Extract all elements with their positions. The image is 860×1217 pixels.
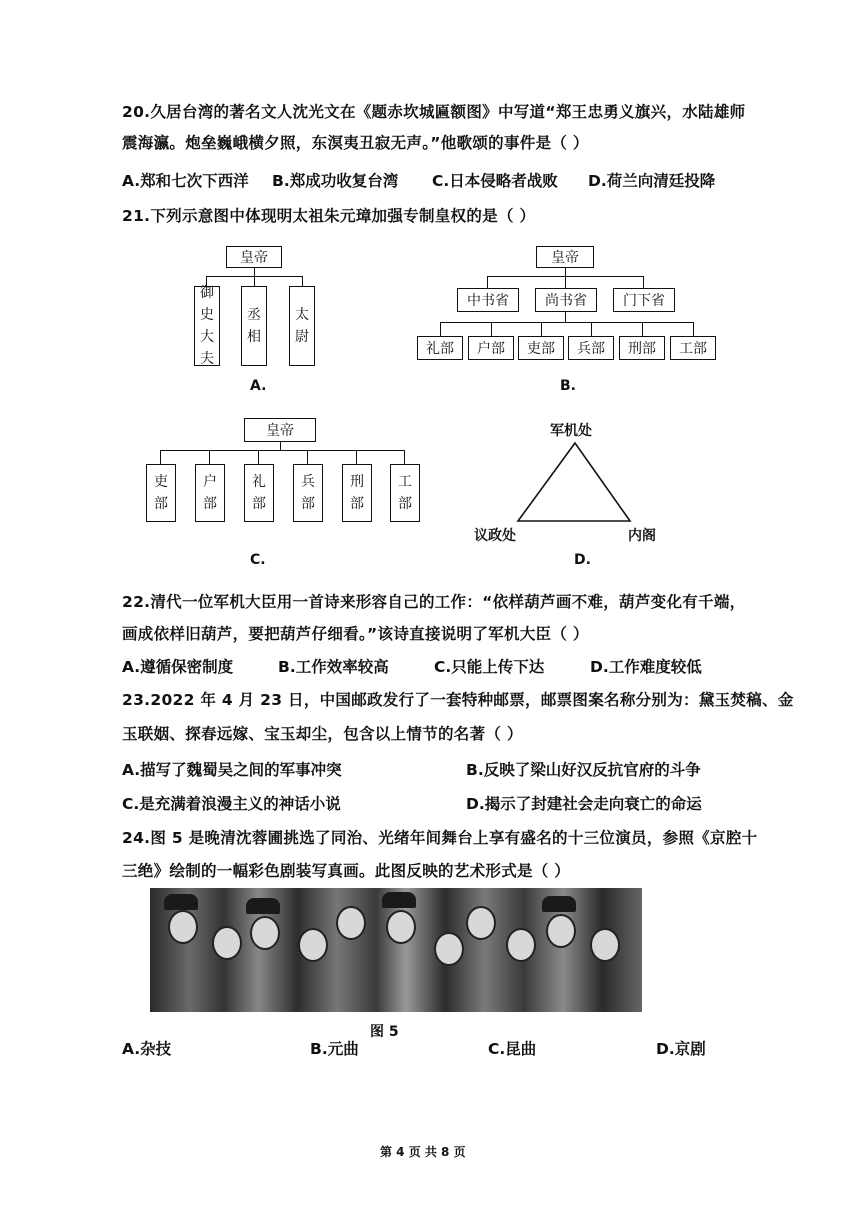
diagram-c-dept-2: 户 部 <box>195 464 225 522</box>
connector <box>280 442 281 450</box>
connector <box>693 322 694 336</box>
diagram-b-mid-3: 门下省 <box>613 288 675 312</box>
connector <box>254 268 255 276</box>
figure-hat <box>246 898 280 914</box>
figure-face <box>466 906 496 940</box>
figure-hat <box>542 896 576 912</box>
diagram-b-dept-5: 刑部 <box>619 336 665 360</box>
q23-stem-line1: 23.2022 年 4 月 23 日，中国邮政发行了一套特种邮票，邮票图案名称分别为：黛玉焚稿、金 <box>122 691 794 709</box>
connector <box>541 322 542 336</box>
q20-stem-line1: 20.久居台湾的著名文人沈光文在《题赤坎城匾额图》中写道“郑王忠勇义旗兴，水陆雄师 <box>122 103 746 121</box>
q24-option-d: D.京剧 <box>656 1040 706 1058</box>
connector <box>404 450 405 464</box>
connector <box>440 322 441 336</box>
q23-option-a: A.描写了魏蜀吴之间的军事冲突 <box>122 761 342 779</box>
figure-hat <box>164 894 198 910</box>
diagram-b-dept-3: 吏部 <box>518 336 564 360</box>
q24-option-c: C.昆曲 <box>488 1040 537 1058</box>
connector <box>643 276 644 288</box>
q24-option-b: B.元曲 <box>310 1040 359 1058</box>
diagram-b-mid-2: 尚书省 <box>535 288 597 312</box>
q23-option-d: D.揭示了封建社会走向衰亡的命运 <box>466 795 702 813</box>
q22-stem-line2: 画成依样旧葫芦，要把葫芦仔细看。”该诗直接说明了军机大臣（ ） <box>122 625 589 643</box>
q22-option-b: B.工作效率较高 <box>278 658 389 676</box>
figure-face <box>546 914 576 948</box>
diagram-c-dept-5: 刑 部 <box>342 464 372 522</box>
connector <box>209 450 210 464</box>
connector <box>487 276 488 288</box>
connector <box>491 322 492 336</box>
connector <box>440 322 693 323</box>
diagram-c-dept-3: 礼 部 <box>244 464 274 522</box>
q22-stem-line1: 22.清代一位军机大臣用一首诗来形容自己的工作：“依样葫芦画不难，葫芦变化有千端， <box>122 593 746 611</box>
diagram-a-label: A. <box>250 378 267 394</box>
q23-option-b: B.反映了梁山好汉反抗官府的斗争 <box>466 761 701 779</box>
q24-stem-line2: 三绝》绘制的一幅彩色剧装写真画。此图反映的艺术形式是（ ） <box>122 862 571 880</box>
connector <box>258 450 259 464</box>
connector <box>160 450 161 464</box>
diagram-a-emperor: 皇帝 <box>226 246 282 268</box>
q20-stem-line2: 震海瀛。炮垒巍峨横夕照，东溟夷丑寂无声。”他歌颂的事件是（ ） <box>122 134 589 152</box>
page-footer: 第 4 页 共 8 页 <box>380 1145 466 1159</box>
connector <box>565 268 566 276</box>
diagram-c-label: C. <box>250 552 266 568</box>
figure-face <box>590 928 620 962</box>
q22-option-c: C.只能上传下达 <box>434 658 545 676</box>
connector <box>565 312 566 322</box>
diagram-d-right: 内阁 <box>628 528 656 544</box>
figure-hat <box>382 892 416 908</box>
diagram-b-dept-4: 兵部 <box>568 336 614 360</box>
connector <box>642 322 643 336</box>
q20-option-d: D.荷兰向清廷投降 <box>588 172 716 190</box>
q24-stem-line1: 24.图 5 是晚清沈蓉圃挑选了同治、光绪年间舞台上享有盛名的十三位演员，参照《京腔十 <box>122 829 758 847</box>
diagram-a-child-2: 丞 相 <box>241 286 267 366</box>
connector <box>356 450 357 464</box>
figure-face <box>336 906 366 940</box>
figure-face <box>168 910 198 944</box>
diagram-a-child-3: 太 尉 <box>289 286 315 366</box>
diagram-d-apex: 军机处 <box>550 423 592 439</box>
q20-option-c: C.日本侵略者战败 <box>432 172 558 190</box>
q23-stem-line2: 玉联姻、探春远嫁、宝玉却尘，包含以上情节的名著（ ） <box>122 725 523 743</box>
diagram-d-label: D. <box>574 552 591 568</box>
diagram-b-dept-2: 户部 <box>468 336 514 360</box>
q22-option-a: A.遵循保密制度 <box>122 658 234 676</box>
diagram-b-emperor: 皇帝 <box>536 246 594 268</box>
figure-face <box>298 928 328 962</box>
figure-face <box>506 928 536 962</box>
connector <box>565 276 566 288</box>
diagram-c-dept-4: 兵 部 <box>293 464 323 522</box>
figure-face <box>212 926 242 960</box>
connector <box>254 276 255 286</box>
q22-option-d: D.工作难度较低 <box>590 658 702 676</box>
diagram-c-dept-1: 吏 部 <box>146 464 176 522</box>
q23-option-c: C.是充满着浪漫主义的神话小说 <box>122 795 341 813</box>
q24-option-a: A.杂技 <box>122 1040 172 1058</box>
connector <box>591 322 592 336</box>
diagram-d-left: 议政处 <box>474 528 516 544</box>
q20-option-b: B.郑成功收复台湾 <box>272 172 399 190</box>
figure-face <box>250 916 280 950</box>
connector <box>302 276 303 286</box>
figure-5-caption: 图 5 <box>370 1024 399 1040</box>
diagram-b-dept-6: 工部 <box>670 336 716 360</box>
connector <box>160 450 404 451</box>
diagram-a-child-1: 御 史 大 夫 <box>194 286 220 366</box>
diagram-b-mid-1: 中书省 <box>457 288 519 312</box>
diagram-c-dept-6: 工 部 <box>390 464 420 522</box>
figure-5-opera-painting <box>150 888 642 1012</box>
figure-face <box>386 910 416 944</box>
q21-stem: 21.下列示意图中体现明太祖朱元璋加强专制皇权的是（ ） <box>122 207 536 225</box>
figure-face <box>434 932 464 966</box>
diagram-b-dept-1: 礼部 <box>417 336 463 360</box>
diagram-c-emperor: 皇帝 <box>244 418 316 442</box>
connector <box>307 450 308 464</box>
diagram-b-label: B. <box>560 378 576 394</box>
q20-option-a: A.郑和七次下西洋 <box>122 172 249 190</box>
